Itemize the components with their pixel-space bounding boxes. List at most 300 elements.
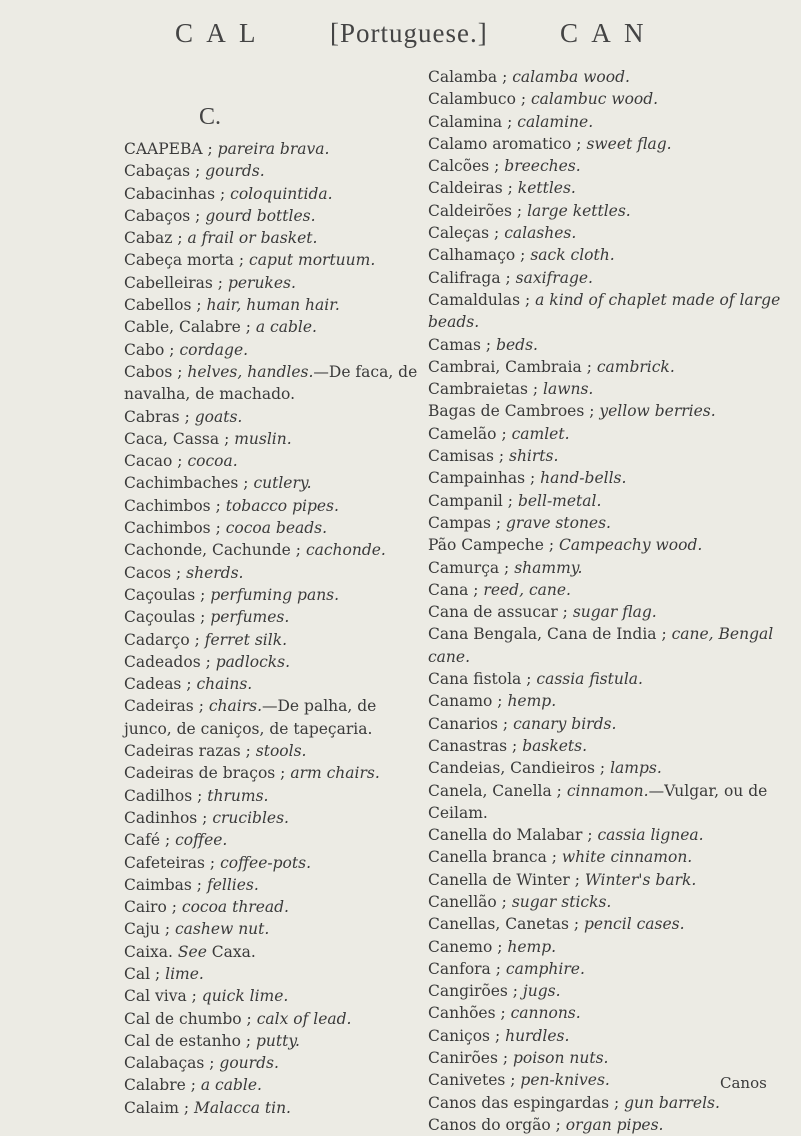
entry-gloss: goats. [194,407,243,426]
dictionary-entry [124,941,424,963]
entry-sep: ; [219,429,235,448]
entry-gloss: hurdles. [505,1026,570,1045]
entry-gloss: calx of lead. [256,1009,352,1028]
dictionary-entry [124,1097,424,1119]
entry-gloss: hair, human hair. [206,296,340,315]
entry-gloss: kettles. [517,179,576,198]
entry-term: Cairo [124,898,167,917]
dictionary-entry [428,936,783,958]
entry-term: Candeias, Candieiros [428,759,595,778]
entry-term: Cabacinhas [124,184,216,203]
entry-term: Cabeça morta [124,251,234,270]
entry-sep: ; [191,875,207,894]
entry-sep: ; [290,541,306,560]
entry-sep: ; [200,652,216,671]
dictionary-entry [124,807,424,829]
entry-sep: ; [197,808,213,827]
entry-term: Cacao [124,452,173,471]
entry-term: Cal [124,964,151,983]
entry-gloss: coffee-pots. [220,853,312,872]
entry-sep: ; [186,987,202,1006]
entry-gloss: muslin. [234,429,292,448]
entry-term: Cadinhos [124,808,198,827]
dictionary-entry [124,562,424,584]
entry-sep: ; [500,268,516,287]
entry-term: Caju [124,920,160,939]
entry-gloss: yellow berries. [599,402,716,421]
dictionary-entry [124,316,424,338]
entry-sep: ; [172,362,188,381]
entry-term: Caca, Cassa [124,429,220,448]
entry-sep: ; [190,206,206,225]
entry-gloss: cocoa beads. [225,519,328,538]
entry-term: Caldeiras [428,179,503,198]
entry-sep: ; [497,1049,513,1068]
entry-term: Cambrai, Cambraia [428,357,582,376]
dictionary-entry [428,713,783,735]
entry-gloss: See [177,942,207,961]
entry-term: Calabre [124,1076,186,1095]
dictionary-entry [124,294,424,316]
dictionary-entry [428,1025,783,1047]
entry-sep: ; [551,781,567,800]
entry-sep: ; [192,786,208,805]
dictionary-entry [124,762,424,784]
entry-sep: ; [233,251,250,270]
dictionary-entry [124,896,424,918]
entry-term: Cachimbos [124,519,211,538]
entry-term: Cal viva [124,987,187,1006]
entry-term: Cal de chumbo [124,1009,242,1028]
dictionary-entry [428,155,783,177]
entry-sep: ; [497,714,514,733]
entry-gloss: stools. [255,742,307,761]
entry-gloss: cannons. [510,1004,581,1023]
entry-gloss: canary birds. [513,714,617,733]
entry-sep: ; [179,407,195,426]
dictionary-entry [124,406,424,428]
entry-gloss: pencil cases. [583,915,685,934]
entry-sep: ; [172,229,188,248]
dictionary-entry [428,668,783,690]
entry-gloss: sack cloth. [530,246,615,265]
entry-sep: ; [527,380,544,399]
dictionary-entry [428,913,783,935]
entry-term: Caçoulas [124,608,196,627]
entry-gloss: hand-bells. [540,469,627,488]
entry-term: Cadeiras de braços [124,764,276,783]
dictionary-entry [428,244,783,266]
entry-gloss: Winter's bark. [584,870,697,889]
entry-gloss: cinnamon. [566,781,649,800]
entry-sep: ; [505,1071,521,1090]
dictionary-entry [124,985,424,1007]
dictionary-entry [428,177,783,199]
dictionary-entry [124,1008,424,1030]
entry-sep: ; [490,513,506,532]
entry-term: Calamo aromatico [428,134,572,153]
dictionary-entry [428,289,783,334]
entry-term: Canellão [428,892,497,911]
entry-gloss: lime. [165,964,204,983]
entry-term: Canella de Winter [428,870,570,889]
entry-sep: ; [656,625,672,644]
entry-gloss: bell-metal. [517,491,602,510]
entry-sep: ; [581,357,597,376]
entry-gloss: calashes. [504,224,577,243]
entry-term: Cana [428,580,469,599]
entry-term: Cangirões [428,982,508,1001]
entry-term: Caniços [428,1026,491,1045]
entry-sep: ; [481,335,497,354]
entry-gloss: gourds. [205,162,265,181]
entry-term: Cadilhos [124,786,193,805]
entry-gloss: cocoa thread. [181,898,289,917]
entry-term: Cambraietas [428,380,528,399]
entry-term: Cabras [124,407,180,426]
right-column [428,66,783,1136]
entry-sep: ; [195,608,211,627]
entry-gloss: cane, Bengal cane. [428,625,774,666]
dictionary-entry [124,852,424,874]
entry-gloss: sweet flag. [586,134,672,153]
entry-sep: ; [190,162,206,181]
dictionary-entry [124,183,424,205]
entry-sep: ; [468,580,484,599]
dictionary-entry [428,824,783,846]
entry-sep: ; [521,670,537,689]
dictionary-entry [428,356,783,378]
entry-term: Califraga [428,268,501,287]
entry-term: Canfora [428,959,491,978]
entry-term: Canella branca [428,848,547,867]
dictionary-entry [124,695,424,740]
entry-term: Cal de estanho [124,1031,241,1050]
entry-sep: ; [569,870,585,889]
entry-sep: ; [204,1054,220,1073]
dictionary-entry [124,138,424,160]
entry-term: Cadeiras razas [124,742,241,761]
entry-term: Cana Bengala, Cana de India [428,625,657,644]
entry-sep: ; [499,558,515,577]
entry-gloss: calambuc wood. [531,90,659,109]
entry-term: Cadeas [124,675,182,694]
dictionary-entry [428,378,783,400]
entry-sep: ; [150,964,166,983]
entry-gloss: lamps. [610,759,662,778]
entry-gloss: grave stones. [506,513,611,532]
entry-term: Canivetes [428,1071,506,1090]
entry-term: Canirões [428,1049,498,1068]
dictionary-entry [124,227,424,249]
header-center: [Portuguese.] [330,18,488,48]
dictionary-entry [428,601,783,623]
entry-term: Cabelleiras [124,273,213,292]
entry-term: Camelão [428,424,497,443]
header-right: C A N [560,18,648,48]
entry-gloss: shammy. [514,558,583,577]
entry-sep: ; [215,184,231,203]
entry-sep: ; [557,603,573,622]
dictionary-entry [124,249,424,271]
dictionary-entry [428,980,783,1002]
dictionary-entry [428,66,783,88]
entry-gloss: a cable. [200,1076,262,1095]
dictionary-entry [428,512,783,534]
entry-gloss: lawns. [543,380,594,399]
entry-term: Cabaz [124,229,173,248]
entry-term: Calamba [428,68,498,86]
dictionary-entry [428,467,783,489]
entry-term: Caixa. [124,942,173,961]
entry-gloss: fellies. [206,875,259,894]
entry-term: Cachonde, Cachunde [124,541,291,560]
entry-term: Cadarço [124,630,190,649]
entry-term: Cabaças [124,162,191,181]
entry-term: Calhamaço [428,246,516,265]
entry-term: Cachimbos [124,496,211,515]
entry-term: Camurça [428,558,500,577]
dictionary-entry [124,450,424,472]
entry-term: Calabaças [124,1054,205,1073]
entry-sep: ; [492,937,508,956]
dictionary-entry [428,690,783,712]
dictionary-entry [124,740,424,762]
entry-term: Cadeados [124,652,201,671]
entry-gloss: perfumes. [210,608,290,627]
entry-sep: ; [497,68,513,86]
dictionary-entry [124,673,424,695]
entry-sep: ; [240,1031,256,1050]
dictionary-entry [428,557,783,579]
dictionary-entry [428,1047,783,1069]
entry-gloss: breeches. [504,157,581,176]
entry-note: —De faca, de navalha, de machado. [124,362,418,404]
dictionary-entry [428,267,783,289]
dictionary-entry [124,606,424,628]
entry-sep: ; [493,447,509,466]
entry-term: Cabellos [124,296,192,315]
entry-gloss: cutlery. [253,474,312,493]
entry-gloss: coloquintida. [230,184,333,203]
entry-sep: ; [584,402,600,421]
entry-gloss: cashew nut. [174,920,270,939]
entry-sep: ; [275,764,291,783]
header-left: C A L [175,18,260,48]
entry-gloss: cachonde. [305,541,386,560]
entry-sep: ; [489,224,505,243]
entry-gloss: poison nuts. [513,1049,609,1068]
dictionary-entry [428,735,783,757]
entry-sep: ; [609,1093,625,1112]
dictionary-entry [124,651,424,673]
entry-gloss: crucibles. [212,808,289,827]
entry-term: Cafeteiras [124,853,205,872]
entry-term: Campainhas [428,469,526,488]
entry-sep: ; [511,201,528,220]
entry-gloss: jugs. [522,982,561,1001]
entry-term: Caleças [428,224,490,243]
entry-term: Canemo [428,937,493,956]
dictionary-entry [428,222,783,244]
dictionary-entry [428,1092,783,1114]
entry-gloss: cassia fistula. [536,670,643,689]
entry-gloss: helves, handles. [187,362,314,381]
entry-sep: ; [515,90,531,109]
entry-gloss: Campeachy wood. [559,536,703,555]
dictionary-entry [124,272,424,294]
entry-gloss: chains. [196,675,253,694]
entry-term: Canela, Canella [428,781,552,800]
entry-gloss: calamba wood. [512,68,630,86]
entry-term: Canarios [428,714,498,733]
entry-term: Caimbas [124,875,192,894]
entry-sep: ; [189,630,205,649]
entry-term: Calaim [124,1098,179,1117]
entry-gloss: quick lime. [201,987,289,1006]
entry-gloss: sugar sticks. [511,892,612,911]
entry-sep: ; [568,915,584,934]
entry-gloss: a cable. [255,318,317,337]
entry-sep: ; [212,273,228,292]
entry-term: Canellas, Canetas [428,915,569,934]
entry-gloss: chairs. [208,697,262,716]
entry-sep: ; [525,469,541,488]
entry-sep: ; [490,1026,506,1045]
entry-sep: ; [210,519,226,538]
entry-term: Camisas [428,447,494,466]
entry-sep: ; [546,848,562,867]
entry-gloss: gun barrels. [624,1093,720,1112]
dictionary-entry [428,133,783,155]
dictionary-entry [428,200,783,222]
dictionary-entry [428,334,783,356]
dictionary-entry [124,874,424,896]
entry-gloss: sherds. [186,563,244,582]
dictionary-entry [428,1114,783,1136]
entry-gloss: ferret silk. [204,630,288,649]
entry-sep: ; [164,340,180,359]
entry-term: Canella do Malabar [428,826,583,845]
entry-sep: ; [502,491,518,510]
entry-gloss: shirts. [508,447,559,466]
entry-sep: ; [181,675,197,694]
entry-gloss: a frail or basket. [187,229,318,248]
entry-sep: ; [502,112,518,131]
entry-term: Cana de assucar [428,603,558,622]
dictionary-entry [428,891,783,913]
entry-sep: ; [582,826,598,845]
entry-sep: ; [543,536,560,555]
entry-sep: ; [238,474,254,493]
entry-gloss: pareira brava. [217,140,330,158]
entry-gloss: white cinnamon. [561,848,693,867]
entry-term: Cana fistola [428,670,522,689]
entry-gloss: gourds. [219,1054,279,1073]
entry-term: Calambuco [428,90,516,109]
entry-sep: ; [171,563,187,582]
dictionary-entry [428,88,783,110]
running-header [0,18,801,58]
entry-sep: ; [159,920,175,939]
entry-term: Cabos [124,362,173,381]
entry-gloss: camlet. [511,424,570,443]
entry-gloss: cocoa. [187,452,238,471]
entry-sep: ; [193,697,209,716]
entry-term: Cadeiras [124,697,194,716]
entry-gloss: arm chairs. [290,764,380,783]
entry-term: Cable, Calabre [124,318,241,337]
entry-term: Cabaços [124,206,191,225]
entry-sep: ; [240,318,256,337]
entry-gloss: cassia lignea. [597,826,704,845]
entry-term: Canos das espingardas [428,1093,610,1112]
entry-term: Camas [428,335,481,354]
entry-gloss: cordage. [179,340,249,359]
dictionary-entry [428,423,783,445]
entry-term: Pão Campeche [428,536,544,555]
entry-sep: ; [160,831,176,850]
entry-note: Caxa. [206,942,256,961]
entry-sep: ; [594,759,611,778]
dictionary-entry [428,534,783,556]
dictionary-entry [124,339,424,361]
entry-sep: ; [202,140,218,158]
entry-gloss: perfuming pans. [210,585,340,604]
entry-gloss: padlocks. [215,652,291,671]
entry-sep: ; [204,853,221,872]
entry-gloss: hemp. [507,937,557,956]
dictionary-entry [124,963,424,985]
dictionary-entry [124,361,424,406]
entry-term: CAAPEBA [124,140,203,158]
entry-gloss: coffee. [175,831,228,850]
entry-gloss: baskets. [522,736,587,755]
dictionary-entry [428,490,783,512]
entry-gloss: tobacco pipes. [225,496,339,515]
dictionary-entry [428,111,783,133]
dictionary-entry [124,539,424,561]
dictionary-entry [428,400,783,422]
entry-term: Calcões [428,157,490,176]
entry-sep: ; [240,742,256,761]
dictionary-entry [124,472,424,494]
dictionary-entry [124,205,424,227]
entry-term: Canamo [428,692,493,711]
section-letter: C. [198,104,221,130]
entry-gloss: thrums. [207,786,269,805]
entry-gloss: hemp. [507,692,557,711]
entry-sep: ; [507,982,523,1001]
entry-term: Caçoulas [124,585,196,604]
dictionary-entry [124,584,424,606]
dictionary-entry [124,629,424,651]
entry-gloss: calamine. [517,112,594,131]
dictionary-entry [124,428,424,450]
entry-sep: ; [185,1076,201,1095]
entry-gloss: Malacca tin. [194,1098,291,1117]
entry-gloss: cambrick. [596,357,675,376]
dictionary-entry [428,780,783,825]
entry-term: Café [124,831,161,850]
entry-note: —De palha, de junco, de caniços, de tapeçaria. [124,697,377,738]
dictionary-entry [428,1002,783,1024]
entry-gloss: caput mortuum. [249,251,376,270]
entry-sep: ; [550,1115,566,1134]
entry-sep: ; [489,157,505,176]
entry-term: Cachimbaches [124,474,239,493]
entry-sep: ; [571,134,587,153]
